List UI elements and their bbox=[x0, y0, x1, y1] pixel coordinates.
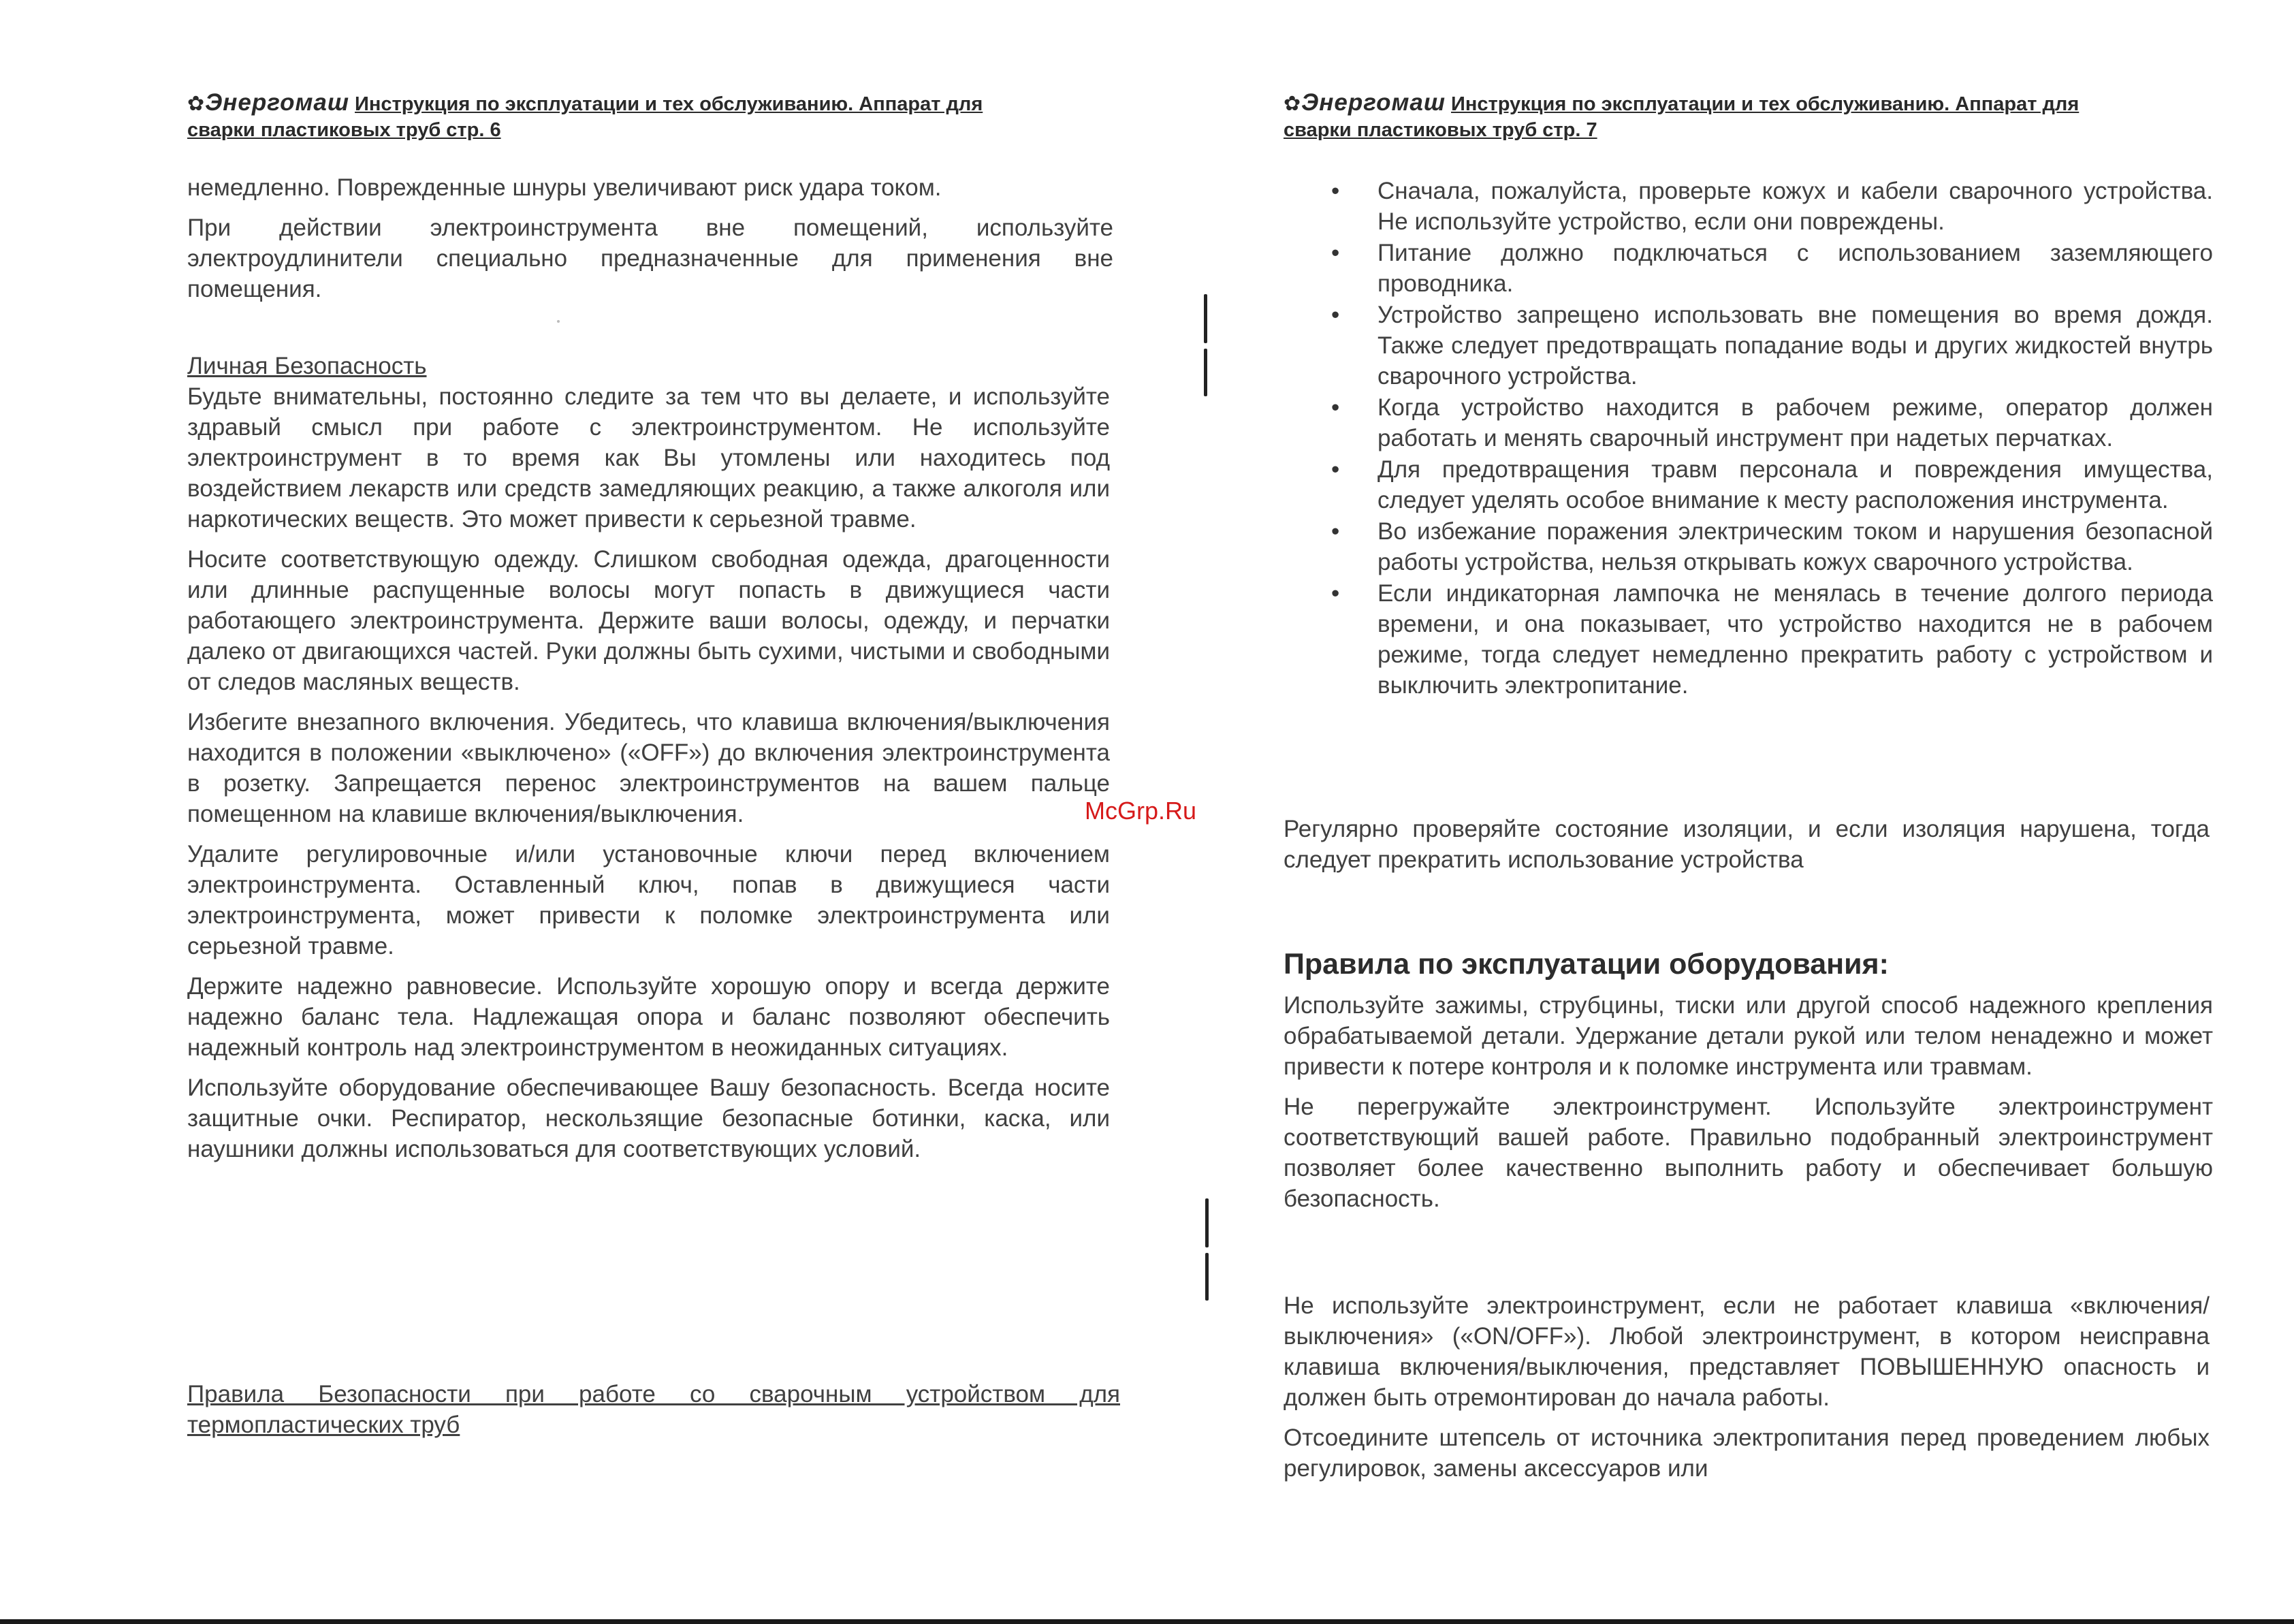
safety-bullet-list bbox=[1284, 176, 2213, 701]
paragraph: Отсоедините штепсель от источника электропитания перед проведением любых регулировок, замены аксессуаров или bbox=[1284, 1424, 2210, 1482]
paragraph: Не используйте электроинструмент, если не работает клавиша «включения/выключения» («ON/OFF»). Любой электроинструмент, в котором неисправна клавиша включения/выключения, представляет ПОВЫШЕННУЮ опасность и должен быть отремонтирован до начала работы. bbox=[1284, 1292, 2210, 1411]
paragraph: Носите соответствующую одежду. Слишком свободная одежда, драгоценности или длинные распущенные волосы могут попасть в движущиеся части работающего электроинструмента. Держите ваши волосы, одежду, и перчатки далеко от двигающихся частей. Руки должны быть сухими, чистыми и свободными от следов масляных веществ. bbox=[187, 546, 1110, 695]
right-bullets-block bbox=[1284, 176, 2213, 701]
left-text-block-3 bbox=[187, 1379, 1120, 1440]
list-item: • Когда устройство находится в рабочем режиме, оператор должен работать и менять сварочный инструмент при надетых перчатках. bbox=[1284, 392, 2213, 453]
brand-logo: ✿Энергомаш bbox=[1284, 89, 1446, 116]
left-text-block-1 bbox=[187, 172, 1113, 314]
list-item: • Питание должно подключаться с использованием заземляющего проводника. bbox=[1284, 238, 2213, 299]
right-text-block-bottom bbox=[1284, 1290, 2210, 1493]
paragraph: Избегите внезапного включения. Убедитесь, что клавиша включения/выключения находится в положении «выключено» («OFF») до включения электроинструмента в розетку. Запрещается перенос электроинструментов на вашем пальце помещенном на клавише включения/выключения. bbox=[187, 709, 1110, 827]
binding-mark bbox=[1205, 1253, 1209, 1301]
rules-heading: Правила по эксплуатации оборудования: bbox=[1284, 948, 1889, 981]
paragraph: Используйте зажимы, струбцины, тиски или другой способ надежного крепления обрабатываемой детали. Удержание детали рукой или телом ненадежно и может привести к потере контроля и к поломке инструмента или травмам. bbox=[1284, 992, 2213, 1080]
right-page-header bbox=[1284, 90, 2169, 143]
right-rules-block bbox=[1284, 946, 2213, 1224]
list-item: • Если индикаторная лампочка не менялась в течение долгого периода времени, и она показывает, что устройство находится не в рабочем режиме, тогда следует немедленно прекратить работу с устройством и выключить электропитание. bbox=[1284, 578, 2213, 701]
binding-mark bbox=[1204, 294, 1207, 343]
watermark: McGrp.Ru bbox=[1085, 797, 1197, 825]
list-item: • Сначала, пожалуйста, проверьте кожух и кабели сварочного устройства. Не используйте устройство, если они повреждены. bbox=[1284, 176, 2213, 237]
scan-speck bbox=[557, 320, 560, 323]
paragraph: Регулярно проверяйте состояние изоляции, и если изоляция нарушена, тогда следует прекратить использование устройства bbox=[1284, 816, 2210, 873]
scan-bottom-edge bbox=[0, 1619, 2294, 1624]
paragraph: Не перегружайте электроинструмент. Используйте электроинструмент соответствующий вашей работе. Правильно подобранный электроинструмент позволяет более качественно выполнить работу и обеспечивает большую безопасность. bbox=[1284, 1094, 2213, 1212]
section-title-personal-safety: Личная Безопасность bbox=[187, 353, 427, 379]
section-title-welding-safety: Правила Безопасности при работе со сварочным устройством для термопластических труб bbox=[187, 1381, 1120, 1438]
paragraph: Держите надежно равновесие. Используйте хорошую опору и всегда держите надежно баланс тела. Надлежащая опора и баланс позволяют обеспечить надежный контроль над электроинструментом в неожиданных ситуациях. bbox=[187, 973, 1110, 1061]
paragraph: Удалите регулировочные и/или установочные ключи перед включением электроинструмента. Оставленный ключ, попав в движущиеся части электроинструмента, может привести к поломке электроинструмента или серьезной травме. bbox=[187, 841, 1110, 959]
paragraph: Используйте оборудование обеспечивающее Вашу безопасность. Всегда носите защитные очки. Респиратор, нескользящие безопасные ботинки, каска, или наушники должны использоваться для соответствующих условий. bbox=[187, 1074, 1110, 1162]
list-item: • Устройство запрещено использовать вне помещения во время дождя. Также следует предотвращать попадание воды и других жидкостей внутрь сварочного устройства. bbox=[1284, 300, 2213, 392]
list-item: • Для предотвращения травм персонала и повреждения имущества, следует уделять особое внимание к месту расположения инструмента. bbox=[1284, 454, 2213, 515]
left-text-block-2 bbox=[187, 351, 1110, 1174]
paragraph: При действии электроинструмента вне помещений, используйте электроудлинители специально предназначенные для применения вне помещения. bbox=[187, 214, 1113, 302]
header-title-line1: Инструкция по эксплуатации и тех обслуживанию. Аппарат для bbox=[1451, 93, 2080, 115]
paragraph: немедленно. Поврежденные шнуры увеличивают риск удара током. bbox=[187, 174, 942, 201]
list-item: • Во избежание поражения электрическим током и нарушения безопасной работы устройства, нельзя открывать кожух сварочного устройства. bbox=[1284, 516, 2213, 577]
header-title-line1: Инструкция по эксплуатации и тех обслуживанию. Аппарат для bbox=[355, 93, 983, 115]
header-title-line2: сварки пластиковых труб стр. 7 bbox=[1284, 119, 1597, 141]
binding-mark bbox=[1204, 349, 1207, 396]
paragraph: Будьте внимательны, постоянно следите за тем что вы делаете, и используйте здравый смысл при работе с электроинструментом. Не используйте электроинструмент в то время как Вы утомлены или находитесь под воздействием лекарств или средств замедляющих реакцию, а также алкоголя или наркотических веществ. Это может привести к серьезной травме. bbox=[187, 383, 1110, 532]
header-title-line2: сварки пластиковых труб стр. 6 bbox=[187, 119, 501, 141]
binding-mark bbox=[1205, 1198, 1209, 1247]
left-page-header bbox=[187, 90, 1072, 143]
brand-logo: ✿Энергомаш bbox=[187, 89, 349, 116]
right-insulation-block bbox=[1284, 814, 2210, 885]
